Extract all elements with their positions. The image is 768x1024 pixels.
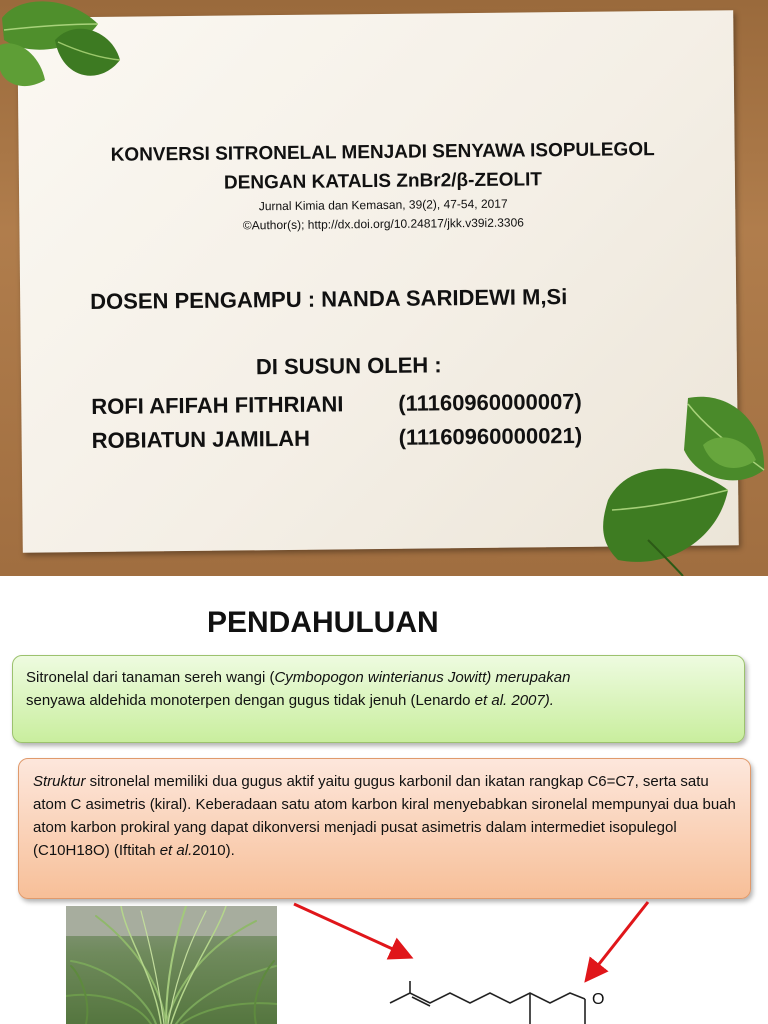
doi-citation: ©Author(s); http://dx.doi.org/10.24817/jkk.v39i2.3306 — [242, 215, 524, 233]
green-text-4: senyawa aldehida monoterpen dengan gugus tidak jenuh (Lenardo — [26, 692, 475, 709]
arrow-to-carbonyl — [588, 902, 648, 978]
leaf-top-left-icon — [0, 0, 125, 95]
species-name: Cymbopogon winterianus Jowitt — [274, 669, 487, 686]
title-line-2: DENGAN KATALIS ZnBr2/β-ZEOLIT — [223, 169, 543, 194]
author-name-2: ROBIATUN JAMILAH — [91, 425, 311, 454]
slide-heading: PENDAHULUAN — [207, 606, 439, 639]
orange-text-1: Struktur — [33, 773, 86, 790]
orange-text-2: sitronelal memiliki dua gugus aktif yaitu gugus karbonil dan ikatan rangkap C6=C7, serta satu atom C asimetris (kiral). Keberadaan satu atom karbon kiral menyebabkan sironelal mempunyai dua buah atom karbon prokiral yang dapat dikonversi menjadi pusat asimetris dalam intermediet isopulegol (C10H18O) (Iftitah — [33, 773, 736, 859]
author-name-1: ROFI AFIFAH FITHRIANI — [91, 391, 344, 420]
orange-citation: et al. — [159, 842, 193, 859]
title-line-1: KONVERSI SITRONELAL MENJADI SENYAWA ISOPULEGOL — [110, 139, 655, 166]
green-text-6: ). — [544, 692, 554, 709]
citronellal-structure — [385, 981, 625, 1024]
lemongrass-photo — [66, 906, 277, 1024]
arrow-to-double-bond — [294, 904, 408, 956]
orange-text-4: 2010). — [192, 842, 235, 859]
compiled-by-label: DI SUSUN OLEH : — [255, 352, 442, 380]
lecturer-line: DOSEN PENGAMPU : NANDA SARIDEWI M,Si — [90, 284, 568, 315]
author-id-2: (11160960000021) — [398, 422, 583, 450]
green-text-3: ) merupakan — [486, 669, 571, 686]
green-text-box — [12, 655, 745, 743]
green-citation: et al. 2007 — [474, 692, 545, 709]
author-id-1: (11160960000007) — [398, 388, 582, 416]
orange-text-box — [18, 758, 751, 899]
oxygen-atom-label: O — [592, 991, 605, 1008]
leaf-bottom-right-icon — [588, 390, 768, 576]
intro-slide — [0, 576, 768, 1024]
journal-citation: Jurnal Kimia dan Kemasan, 39(2), 47-54, 2017 — [258, 196, 508, 214]
green-text-1: Sitronelal dari tanaman sereh wangi ( — [26, 669, 275, 686]
